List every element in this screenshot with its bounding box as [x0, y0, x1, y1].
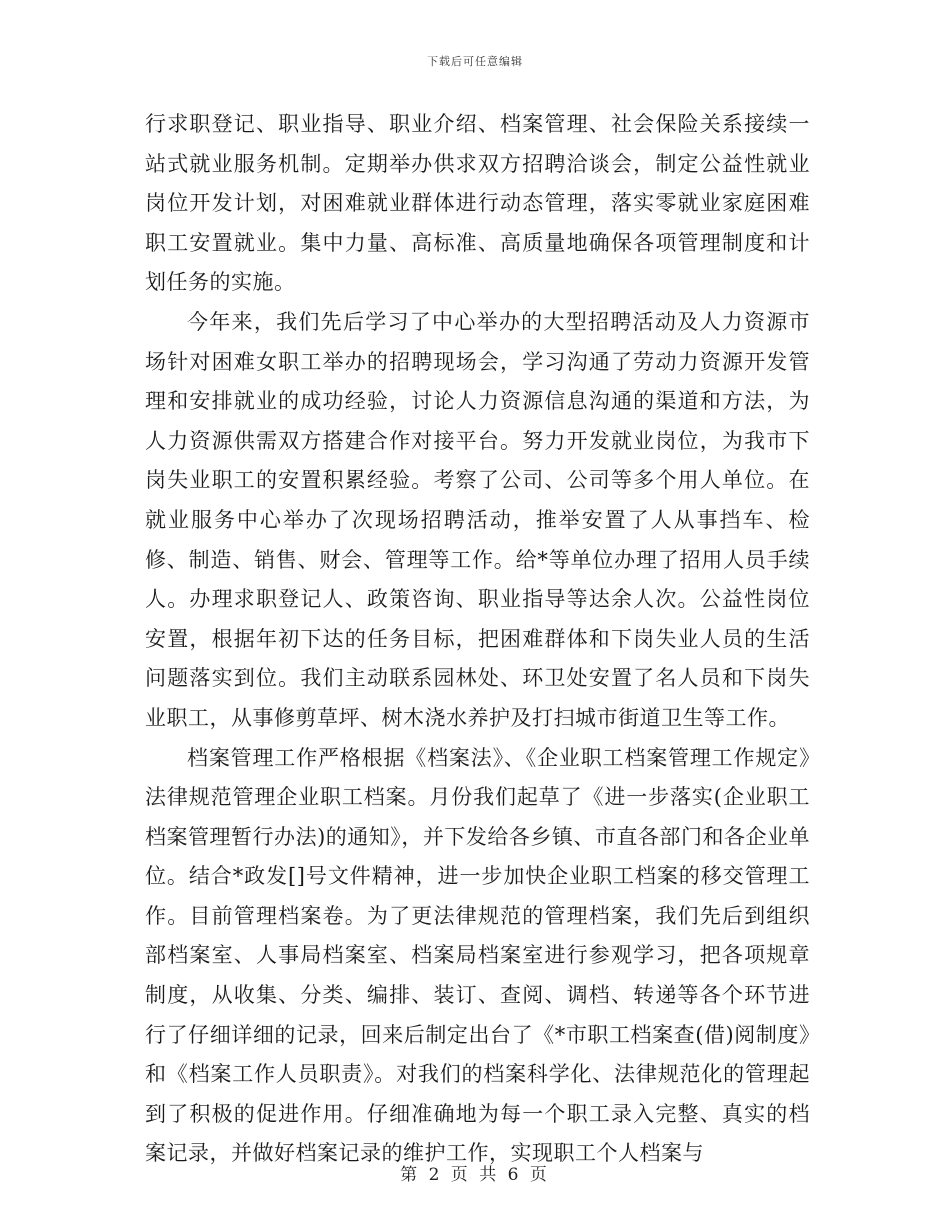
- page-footer: 第 2 页 共 6 页: [400, 1165, 550, 1185]
- paragraph-3: 档案管理工作严格根据《档案法》、《企业职工档案管理工作规定》法律规范管理企业职工档案。月份我们起草了《进一步落实(企业职工档案管理暂行办法)的通知》，并下发给各乡镇、市直各部门和各企业单位。结合*政发[]号文件精神，进一步加快企业职工档案的移交管理工作。目前管理档案卷。为了更法律规范的管理档案，我们先后到组织部档案室、人事局档案室、档案局档案室进行参观学习，把各项规章制度，从收集、分类、编排、装订、查阅、调档、转递等各个环节进行了仔细详细的记录，回来后制定出台了《*市职工档案查(借)阅制度》和《档案工作人员职责》。对我们的档案科学化、法律规范化的管理起到了积极的促进作用。仔细准确地为每一个职工录入完整、真实的档案记录，并做好档案记录的维护工作，实现职工个人档案与: [145, 745, 810, 1166]
- page-header: 下载后可任意编辑: [427, 55, 523, 68]
- paragraph-2: 今年来，我们先后学习了中心举办的大型招聘活动及人力资源市场针对困难女职工举办的招聘现场会，学习沟通了劳动力资源开发管理和安排就业的成功经验，讨论人力资源信息沟通的渠道和方法，为人力资源供需双方搭建合作对接平台。努力开发就业岗位，为我市下岗失业职工的安置积累经验。考察了公司、公司等多个用人单位。在就业服务中心举办了次现场招聘活动，推举安置了人从事挡车、检修、制造、销售、财会、管理等工作。给*等单位办理了招用人员手续人。办理求职登记人、政策咨询、职业指导等达余人次。公益性岗位安置，根据年初下达的任务目标，把困难群体和下岗失业人员的生活问题落实到位。我们主动联系园林处、环卫处安置了名人员和下岗失业职工，从事修剪草坪、树木浇水养护及打扫城市街道卫生等工作。: [145, 309, 810, 730]
- document-body: [145, 105, 810, 1174]
- paragraph-1: 行求职登记、职业指导、职业介绍、档案管理、社会保险关系接续一站式就业服务机制。定期举办供求双方招聘洽谈会，制定公益性就业岗位开发计划，对困难就业群体进行动态管理，落实零就业家庭困难职工安置就业。集中力量、高标准、高质量地确保各项管理制度和计划任务的实施。: [145, 112, 810, 295]
